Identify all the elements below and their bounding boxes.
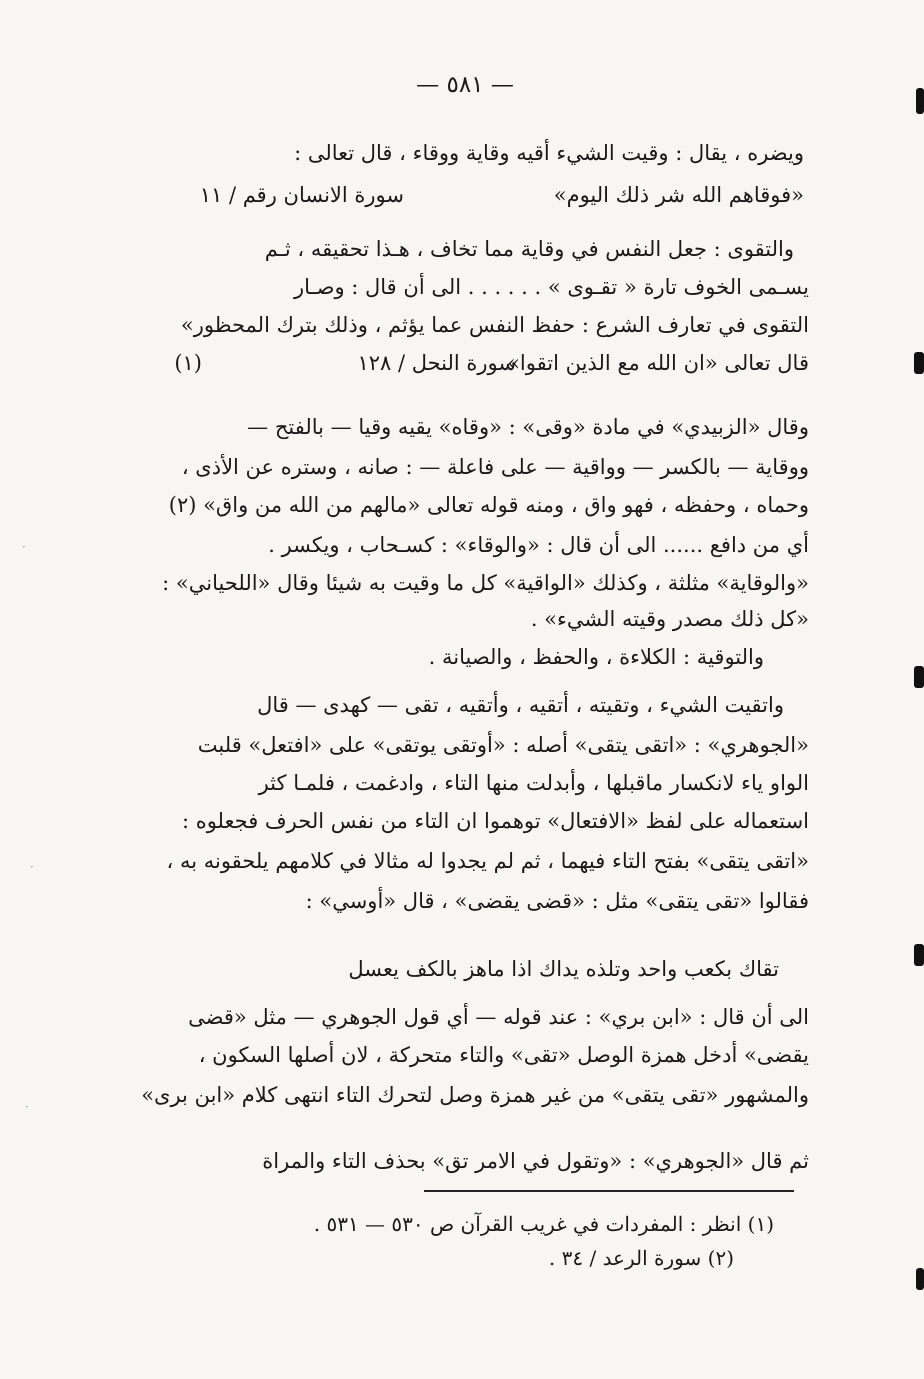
text-line: «والوقاية» مثلثة ، وكذلك «الواقية» كل ما وقيت به شيئا وقال «اللحياني» : <box>162 571 809 595</box>
text-line: والتقوى : جعل النفس في وقاية مما تخاف ، هـذا تحقيقه ، ثـم <box>264 237 794 261</box>
footnote: (١) انظر : المفردات في غريب القرآن ص ٥٣٠ — ٥٣١ . <box>313 1212 774 1236</box>
scan-speck: · <box>22 540 26 554</box>
text-line: يقضى» أدخل همزة الوصل «تقى» والتاء متحركة ، لان أصلها السكون ، <box>198 1043 809 1067</box>
surah-reference: سورة النحل / ١٢٨ <box>357 351 516 375</box>
scan-artifact <box>914 666 924 688</box>
scan-artifact <box>914 352 924 374</box>
text-line: واتقيت الشيء ، وتقيته ، أتقيه ، وأتقيه ، تقى — كهدى — قال <box>257 693 784 717</box>
text-line: الواو ياء لانكسار ماقبلها ، وأبدلت منها التاء ، وادغمت ، فلمـا كثر <box>258 771 809 795</box>
text-line: «الجوهري» : «اتقى يتقى» أصله : «أوتقى يوتقى» على «افتعل» قلبت <box>197 733 809 757</box>
quran-quote: قال تعالى «ان الله مع الذين اتقوا» <box>507 351 809 375</box>
text-line: وقال «الزبيدي» في مادة «وقى» : «وقاه» يقيه وقيا — بالفتح — <box>247 415 809 439</box>
text-line: والمشهور «تقى يتقى» من غير همزة وصل لتحرك التاء انتهى كلام «ابن برى» <box>141 1083 809 1107</box>
text-line: ووقاية — بالكسر — وواقية — على فاعلة — : صانه ، وستره عن الأذى ، <box>181 455 809 479</box>
text-line: «اتقى يتقى» بفتح التاء فيهما ، ثم لم يجدوا له مثالا في كلامهم يلحقونه به ، <box>166 849 809 873</box>
poetry-verse: تقاك بكعب واحد وتلذه يداك اذا ماهز بالكف يعسل <box>348 957 779 981</box>
quran-quote: «فوقاهم الله شر ذلك اليوم» <box>553 183 804 207</box>
text-line: يسـمى الخوف تارة « تقـوى » . . . . . . الى أن قال : وصـار <box>293 275 809 299</box>
text-line: «كل ذلك مصدر وقيته الشيء» . <box>530 607 809 631</box>
scan-speck: · <box>30 860 34 874</box>
scan-artifact <box>914 944 924 966</box>
text-line: والتوقية : الكلاءة ، والحفظ ، والصيانة . <box>428 645 764 669</box>
scan-artifact <box>916 88 924 114</box>
footnote-separator <box>424 1190 794 1192</box>
footnote: (٢) سورة الرعد / ٣٤ . <box>548 1246 734 1270</box>
text-line: ثم قال «الجوهري» : «وتقول في الامر تق» بحذف التاء والمراة <box>262 1149 809 1173</box>
text-line: استعماله على لفظ «الافتعال» توهموا ان التاء من نفس الحرف فجعلوه : <box>181 809 809 833</box>
scan-speck: · <box>25 1100 29 1114</box>
text-line: الى أن قال : «ابن بري» : عند قوله — أي قول الجوهري — مثل «قضى <box>188 1005 809 1029</box>
text-line: أي من دافع ...... الى أن قال : «والوقاء» : كسـحاب ، ويكسر . <box>268 533 809 557</box>
surah-reference: سورة الانسان رقم / ١١ <box>199 183 404 207</box>
page-number: — ٥٨١ — <box>416 72 514 98</box>
text-line: ويضره ، يقال : وقيت الشيء أقيه وقاية ووقاء ، قال تعالى : <box>294 141 804 165</box>
text-line: وحماه ، وحفظه ، فهو واق ، ومنه قوله تعالى «مالهم من الله من واق» (٢) <box>168 493 809 517</box>
text-line: التقوى في تعارف الشرع : حفظ النفس عما يؤثم ، وذلك بترك المحظور» <box>180 313 809 337</box>
footnote-ref: (١) <box>174 351 202 375</box>
scan-artifact <box>916 1268 924 1290</box>
text-line: فقالوا «تقى يتقى» مثل : «قضى يقضى» ، قال «أوسي» : <box>305 889 809 913</box>
